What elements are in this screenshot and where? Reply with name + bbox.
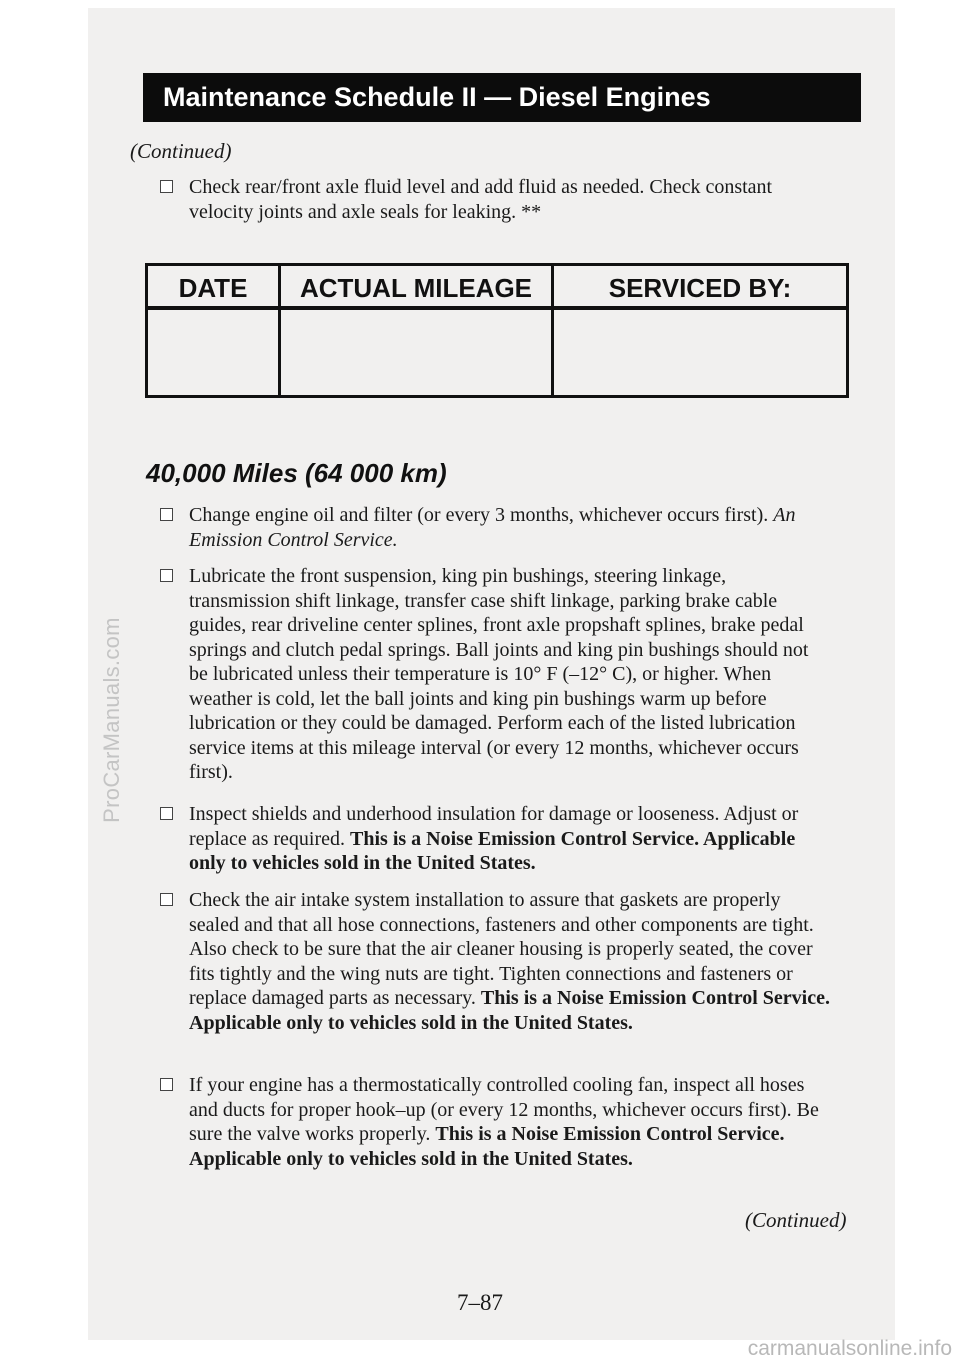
checkbox-icon[interactable] (160, 1078, 173, 1091)
side-watermark: ProCarManuals.com (99, 617, 124, 823)
checkbox-icon[interactable] (160, 180, 173, 193)
checklist-item (160, 503, 825, 552)
column-header-actual-mileage: ACTUAL MILEAGE (299, 273, 533, 303)
checklist-item (160, 1073, 830, 1171)
table-divider (551, 266, 554, 395)
checkbox-icon[interactable] (160, 569, 173, 582)
checkbox-icon[interactable] (160, 807, 173, 820)
continued-label-top: (Continued) (130, 139, 232, 163)
checklist-item (160, 888, 835, 1035)
item-text: If your engine has a thermostatically controlled cooling fan, inspect all hoses and ducts for proper hook–up (or every 12 months, whichever occurs first). Be sure the valve works properly. (189, 1074, 819, 1145)
checkbox-icon[interactable] (160, 893, 173, 906)
mileage-section-title: 40,000 Miles (64 000 km) (146, 458, 447, 488)
item-emphasis: This is a Noise Emission Control Service. Applicable only to vehicles sold in the United States. (189, 987, 830, 1034)
checklist-item (160, 802, 825, 876)
service-record-table (145, 263, 849, 398)
item-text: Check the air intake system installation to assure that gaskets are properly sealed and that all hose connections, fasteners and other components are tight. Also check to be sure that the air cleaner housing is properly seated, the cover fits tightly and the wing nuts are tight. Tighten connections and fasteners or replace damaged parts as necessary. (189, 889, 814, 1009)
column-header-serviced-by: SERVICED BY: (608, 273, 792, 303)
page-number: 7–87 (457, 1290, 503, 1315)
table-divider (278, 266, 281, 395)
checklist-item (160, 564, 825, 785)
continued-label-bottom: (Continued) (745, 1208, 847, 1232)
item-text: Change engine oil and filter (or every 3 months, whichever occurs first). (189, 504, 769, 526)
item-emphasis: An Emission Control Service. (189, 504, 796, 551)
column-header-date: DATE (178, 273, 248, 303)
item-text: Lubricate the front suspension, king pin bushings, steering linkage, transmission shift linkage, transfer case shift linkage, parking brake cable guides, rear driveline center splines, front axle propshaft splines, brake pedal springs and clutch pedal springs. Ball joints and king pin bushings should not be lubricated unless their temperature is 10° F (–12° C), or higher. When weather is cold, let the ball joints and king pin bushings warm up before lubrication or they could be damaged. Perform each of the listed lubrication service items at this mileage interval (or every 12 months, whichever occurs first). (189, 565, 809, 783)
item-emphasis: This is a Noise Emission Control Service. Applicable only to vehicles sold in the United States. (189, 1123, 785, 1170)
checklist-item (160, 175, 800, 224)
item-text: Check rear/front axle fluid level and add fluid as needed. Check constant velocity joints and axle seals for leaking. ** (189, 176, 773, 223)
footer-watermark: carmanualsonline.info (747, 1337, 952, 1360)
section-header: Maintenance Schedule II — Diesel Engines (143, 73, 861, 122)
checkbox-icon[interactable] (160, 508, 173, 521)
item-emphasis: This is a Noise Emission Control Service. Applicable only to vehicles sold in the United States. (189, 827, 796, 874)
item-text: Inspect shields and underhood insulation for damage or looseness. Adjust or replace as required. (189, 803, 799, 850)
